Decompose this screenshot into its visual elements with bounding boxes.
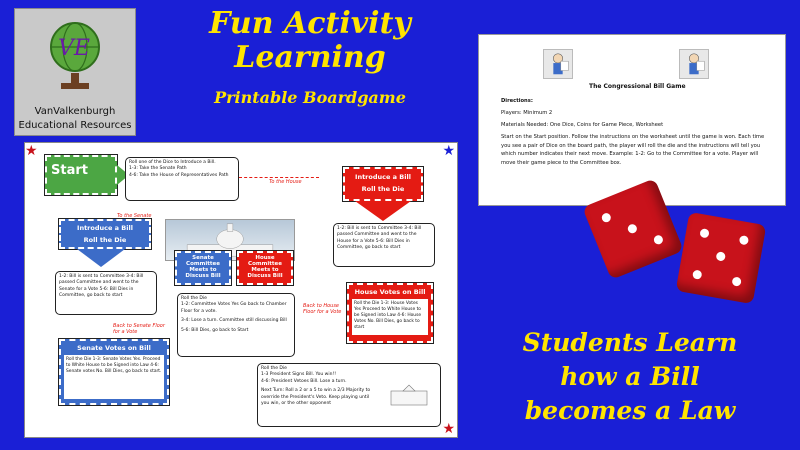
back-senate-floor-label: Back to Senate Floor for a Vote [113,323,165,335]
star-icon: ★ [442,421,455,437]
start-space [45,155,117,195]
game-board [24,142,458,438]
committee-opt1-text: 1-2: Committee Votes Yes Go back to Chamber Floor for a vote. [181,302,287,314]
directions-sheet [478,34,786,206]
dice-icon [676,212,767,304]
title-line2: Learning [234,40,386,75]
title-line1: Fun Activity [209,6,411,41]
tagline-line3: becomes a Law [524,396,736,425]
senate-votes-text: Roll the Die 1-3: Senate Votes Yes. Proceed to White House to be Signed into Law 4-6: Senate votes No. Bill Dies, go back to start. [64,355,164,399]
materials-text: Materials Needed: One Dice, Coins for Game Piece, Worksheet [501,122,664,128]
senate-committee-space: Senate Committee Meets to Discuss Bill [175,251,231,285]
arrow-icon [77,249,125,267]
committee-opt3-text: 5-6: Bill Dies, go back to Start [181,327,249,333]
to-senate-label: To the Senate [117,213,152,219]
house-committee-space: House Committee Meets to Discuss Bill [237,251,293,285]
senate-introduce-space [59,219,151,249]
logo [14,8,136,136]
roll-opt1-text: 1-3: Take the Senate Path [129,166,187,172]
white-house-icon [387,381,431,407]
house-options-box: 1-2: Bill is sent to Committee 3-4: Bill passed Committee and went to the House for a Vote 5-6: Bill Dies in Committee, go back to start [333,223,435,267]
senate-intro-label: Introduce a Bill [77,224,133,232]
character-icon [679,49,709,79]
back-house-floor-label: Back to House Floor for a Vote [303,303,342,315]
house-votes-space [347,283,433,343]
senate-votes-space [59,339,169,405]
tagline-line1: Students Learn [522,328,738,357]
house-roll-label: Roll the Die [361,185,405,193]
house-votes-label: House Votes on Bill [354,288,426,296]
star-icon: ★ [25,143,38,159]
globe-icon [45,15,109,91]
senate-roll-label: Roll the Die [83,236,127,244]
roll-opt2-text: 4-6: Take the House of Representatives Path [129,172,229,178]
directions-label: Directions: [501,98,533,104]
roll-intro-text: Roll one of the Dice to Introduce a Bill. [129,160,216,165]
start-label: Start [51,163,88,178]
committee-options-box [177,293,295,357]
subtitle: Printable Boardgame [214,88,406,107]
wh-roll-text: Roll the Die [261,366,287,371]
star-icon: ★ [442,143,455,159]
wh-opt1-text: 1-3 President Signs Bill. You win!! [261,372,337,378]
house-votes-text: Roll the Die 1-3: House Votes Yes Proceed to White House to be Signed into Law 4-6: House Votes No. Bill Dies, go back to start [352,299,428,335]
senate-options-box: 1-2: Bill is sent to Committee 3-4: Bill passed Committee and went to the Senate for a Vote 5-6: Bill Dies in Committee, go back to start [55,271,157,315]
roll-intro-box [125,157,239,201]
house-intro-label: Introduce a Bill [355,173,411,181]
logo-line2: Educational Resources [18,120,132,131]
logo-monogram: VE [58,36,90,61]
character-icon [543,49,573,79]
senate-votes-label: Senate Votes on Bill [77,344,151,352]
arrow-icon [355,201,411,221]
committee-roll-text: Roll the Die [181,296,207,301]
house-introduce-space [343,167,423,201]
committee-opt2-text: 3-4: Lose a turn. Committee still discussing Bill [181,318,287,324]
path-line [239,177,319,178]
tagline-line2: how a Bill [560,362,700,391]
instructions-text: Start on the Start position. Follow the instructions on the worksheet until the game is won. Each time you see a pair of Dice on the board path, the player will roll the die and the instructions will tell you which number indicates their next move. Example: 1-2: Go to the Committee for a vote. Player will move their game piece to the Committee box. [501,134,765,166]
wh-opt2-text: 4-6: President Vetoes Bill. Lose a turn. [261,378,347,384]
to-house-label: To the House [269,179,302,185]
players-text: Players: Minimum 2 [501,110,553,116]
game-title: The Congressional Bill Game [589,83,686,90]
wh-opt3-text: Next Turn: Roll a 2 or a 5 to win a 2/3 Majority to override the President's Veto. Keep playing until you win, or the other opponent [261,388,371,407]
logo-line1: VanValkenburgh [34,106,116,117]
